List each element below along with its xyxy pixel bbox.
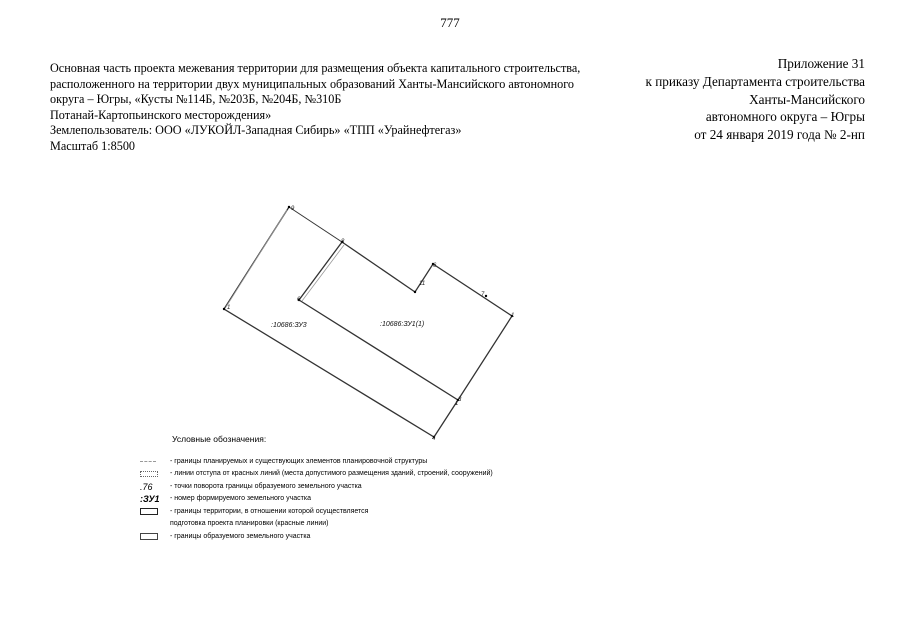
scale-line: Масштаб 1:8500 [50, 138, 136, 153]
map-legend [140, 433, 560, 543]
legend-text: подготовка проекта планировки (красные линии) [170, 520, 329, 527]
point-label: 4 [432, 436, 436, 442]
appendix-line: автономного округа – Югры [705, 109, 865, 125]
land-user-line: Землепользователь: ООО «ЛУКОЙЛ-Западная Сибирь» «ТПП «Урайнефтегаз» [50, 123, 462, 138]
legend-symbol-parcel-boundary [140, 531, 170, 543]
legend-text: - номер формируемого земельного участка [170, 495, 311, 502]
point-label: 1 [455, 401, 459, 407]
point-label: 3 [458, 397, 462, 403]
legend-item [140, 531, 560, 544]
point-label: 1 [227, 305, 231, 311]
territory-boundary-inner [226, 210, 287, 307]
turning-point [288, 206, 290, 208]
point-label: 11 [419, 281, 426, 287]
title-line: расположенного на территории двух муниципальных образований Ханты-Мансийского автономного [50, 76, 574, 91]
legend-title: Условные обозначения: [172, 434, 267, 444]
turning-points [223, 206, 513, 438]
appendix-line: Приложение 31 [777, 56, 865, 71]
legend-text: - линии отступа от красных линий (места допустимого размещения зданий, строений, сооружений) [170, 470, 493, 477]
legend-symbol-parcel-number: :ЗУ1 [140, 494, 160, 504]
appendix-line: Ханты-Мансийского [749, 91, 865, 107]
legend-item [140, 506, 560, 519]
legend-symbol-setback-lines [140, 468, 170, 480]
legend-item [140, 456, 560, 469]
legend-symbol-planning-structure [140, 456, 170, 468]
territory-boundary-top [289, 207, 342, 242]
legend-item [140, 481, 560, 494]
point-label: 8 [341, 239, 345, 245]
parcel-boundary-inner [302, 245, 344, 301]
point-label: 6 [297, 297, 301, 303]
legend-item [140, 468, 560, 481]
title-line: Основная часть проекта межевания территории для размещения объекта капитального строительства, [50, 61, 581, 75]
legend-text: - границы территории, в отношении которой осуществляется [170, 507, 369, 515]
point-label: 9 [291, 206, 295, 212]
point-label: 1 [511, 313, 515, 319]
title-line: Потанай-Картопьинского месторождения» [50, 107, 272, 122]
appendix-line: от 24 января 2019 года № 2-нп [694, 127, 865, 143]
page-number: 777 [440, 15, 460, 30]
appendix-line: к приказу Департамента строительства [645, 73, 865, 89]
legend-text: - границы планируемых и существующих элементов планировочной структуры [170, 457, 428, 465]
title-line: округа – Югры, «Кусты №114Б, №203Б, №204Б, №310Б [50, 92, 342, 107]
legend-text: - границы образуемого земельного участка [170, 532, 311, 540]
legend-item-continuation [140, 518, 560, 531]
legend-symbol-red-lines [140, 506, 170, 518]
parcel-label: :10686:ЗУ1(1) [380, 321, 425, 328]
turning-point [485, 295, 487, 297]
parcel-label: :10686:ЗУ3 [271, 322, 307, 329]
legend-symbol-blank [140, 518, 170, 530]
legend-symbol-turning-point: .76 [140, 481, 153, 492]
legend-text: - точки поворота границы образуемого земельного участка [170, 482, 362, 490]
point-label: 7 [481, 292, 485, 298]
turning-point [223, 308, 225, 310]
turning-point [414, 291, 416, 293]
point-label: 6 [433, 263, 437, 269]
legend-item [140, 493, 560, 506]
